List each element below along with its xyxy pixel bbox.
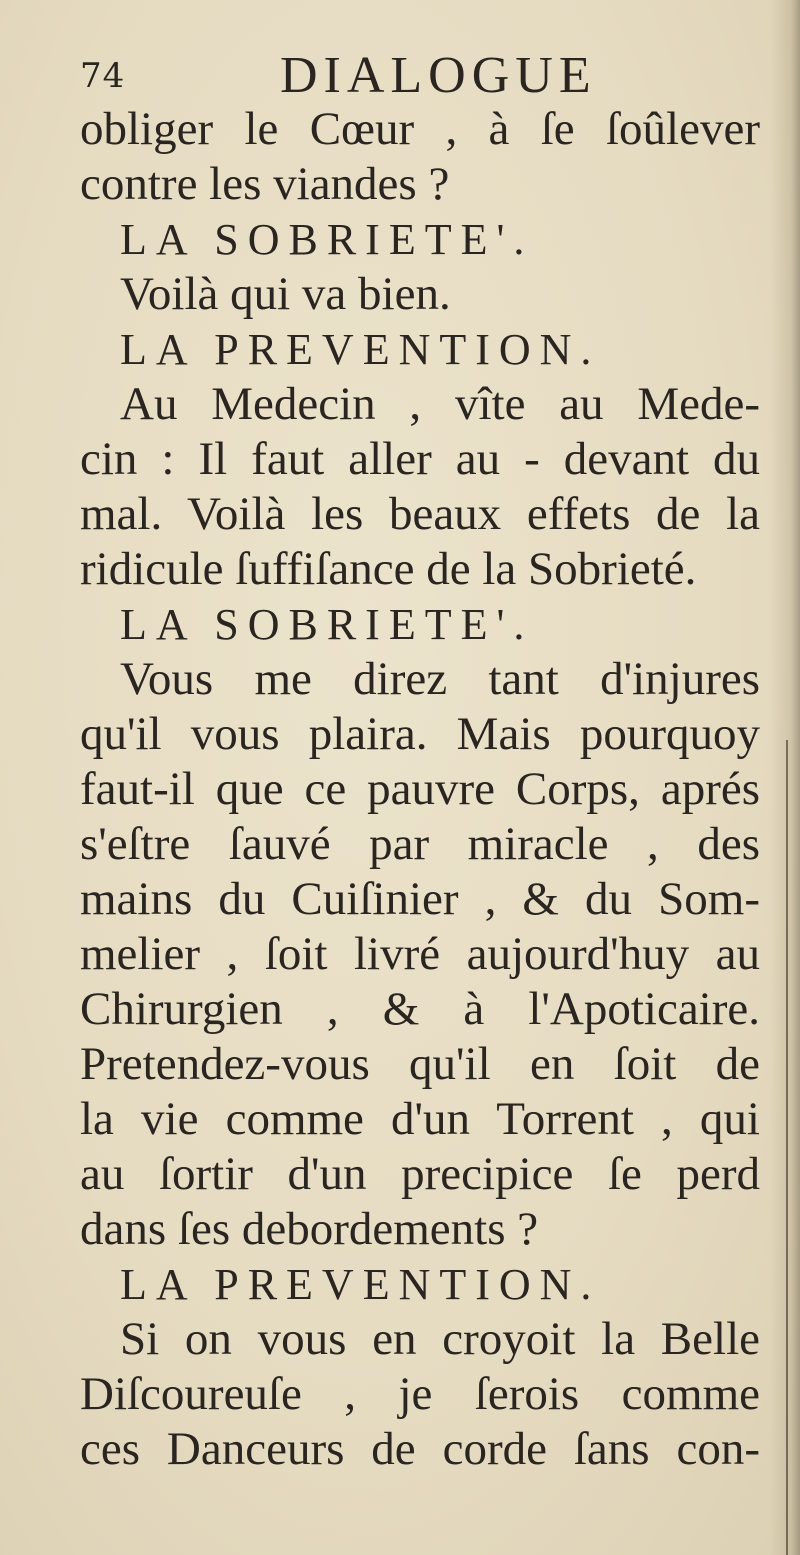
page-edge-shadow	[770, 0, 800, 1555]
text-line: cin : Il faut aller au - devant du	[80, 433, 760, 485]
text-line: Au Medecin , vîte au Mede-	[120, 378, 760, 430]
dialogue-text	[80, 102, 760, 1477]
text-line: mains du Cuiſinier , & du Som-	[80, 873, 760, 925]
text-line: Diſcoureuſe , je ſerois comme	[80, 1368, 760, 1420]
text-line: ces Danceurs de corde ſans con-	[80, 1423, 760, 1475]
speaker-name: LA SOBRIETE'.	[120, 215, 534, 264]
text-line: Vous me direz tant d'injures	[120, 653, 760, 705]
text-line: melier , ſoit livré aujourd'huy au	[80, 928, 760, 980]
text-line: Voilà qui va bien.	[120, 268, 451, 320]
text-line: qu'il vous plaira. Mais pourquoy	[80, 708, 760, 760]
text-line: Chirurgien , & à l'Apoticaire.	[80, 983, 760, 1035]
running-title: DIALOGUE	[280, 47, 597, 104]
speaker-name: LA PREVENTION.	[120, 325, 601, 374]
text-line: dans ſes debordements ?	[80, 1203, 539, 1255]
speaker-name: LA PREVENTION.	[120, 1260, 601, 1309]
text-line: contre les viandes ?	[80, 158, 450, 210]
text-line: Si on vous en croyoit la Belle	[120, 1313, 760, 1365]
text-line: obliger le Cœur , à ſe ſoûlever	[80, 103, 760, 155]
text-line: mal. Voilà les beaux effets de la	[80, 488, 760, 540]
page-header	[80, 38, 760, 108]
page-number: 74	[80, 56, 126, 96]
speaker-name: LA SOBRIETE'.	[120, 600, 534, 649]
text-line: la vie comme d'un Torrent , qui	[80, 1093, 760, 1145]
page-edge-line	[786, 740, 788, 1555]
text-line: faut-il que ce pauvre Corps, aprés	[80, 763, 760, 815]
text-line: Pretendez-vous qu'il en ſoit de	[80, 1038, 760, 1090]
text-line: au ſortir d'un precipice ſe perd	[80, 1148, 760, 1200]
text-line: ridicule ſuffiſance de la Sobrieté.	[80, 543, 697, 595]
text-line: s'eſtre ſauvé par miracle , des	[80, 818, 760, 870]
